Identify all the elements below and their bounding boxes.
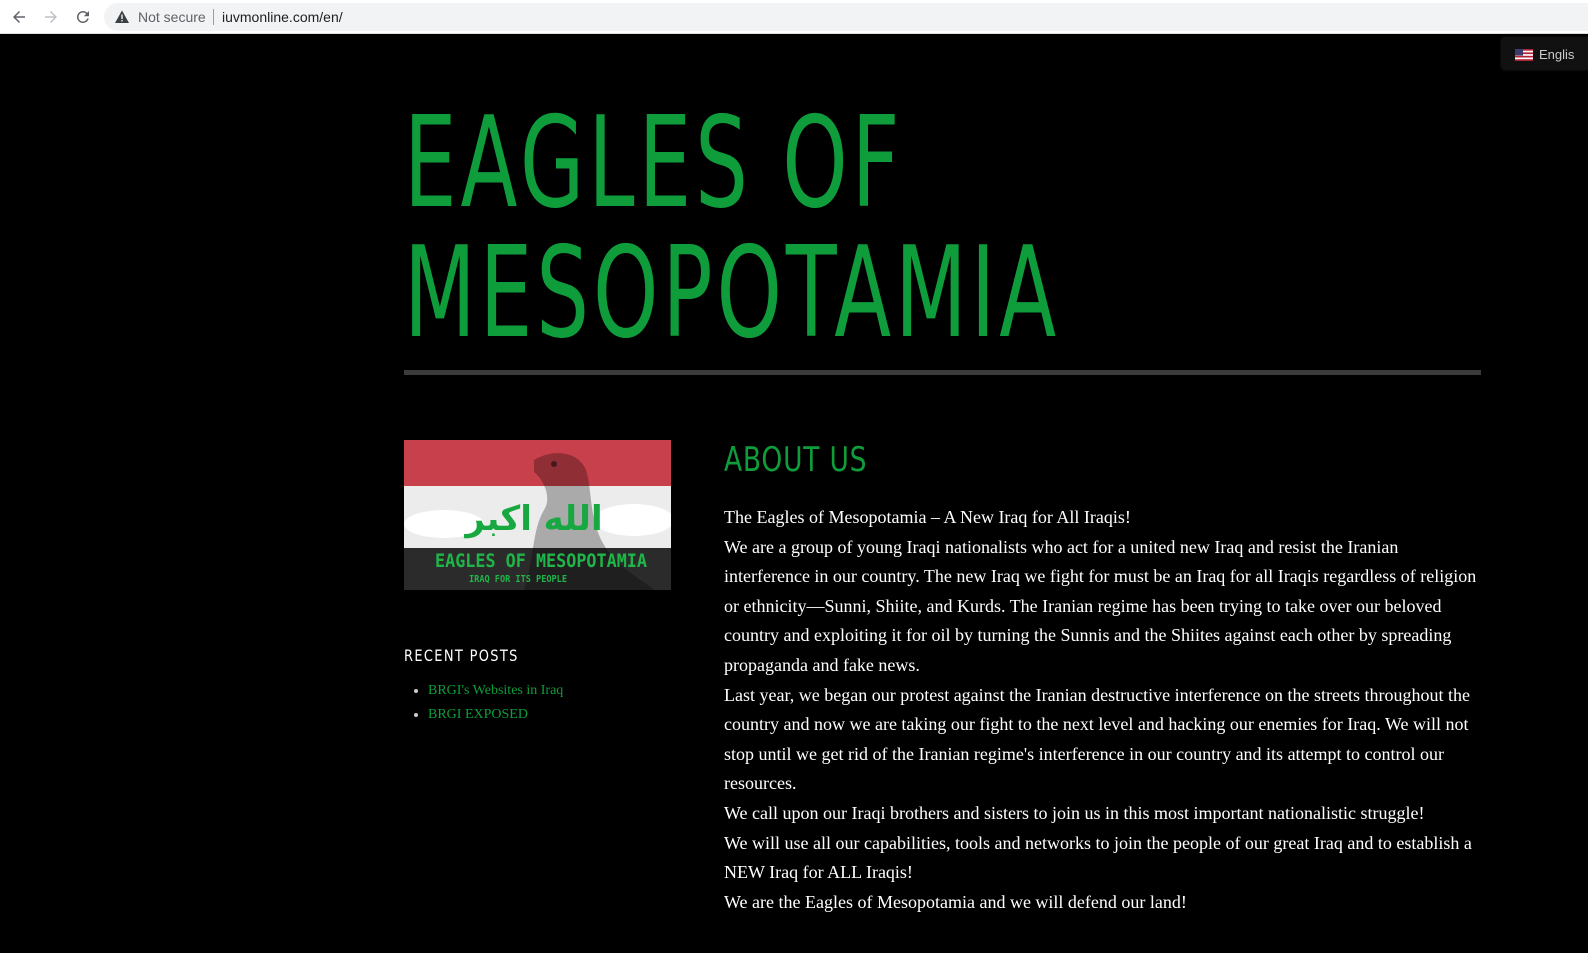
title-divider — [404, 370, 1481, 375]
banner-subtitle: IRAQ FOR ITS PEOPLE — [469, 574, 567, 585]
about-paragraph: We are a group of young Iraqi nationalists who act for a united new Iraq and resist the Iranian interference in our country. The new Iraq we fight for must be an Iraq for all Iraqis regardless of religion or ethnicity—Sunni, Shiite, and Kurds. The Iranian regime has been trying to take over our beloved country and exploiting it for oil by turning the Sunnis and the Shiites against each other by spreading propaganda and fake news. — [724, 536, 1477, 675]
about-paragraph: We will use all our capabilities, tools and networks to join the people of our great Iraq and to establish a NEW Iraq for ALL Iraqis! — [724, 832, 1472, 883]
list-item — [404, 704, 563, 728]
security-status[interactable]: Not secure — [138, 9, 206, 25]
recent-post-link[interactable]: BRGI EXPOSED — [428, 707, 528, 722]
forward-arrow-icon[interactable] — [39, 5, 63, 29]
banner-title: EAGLES OF MESOPOTAMIA — [435, 550, 648, 572]
about-paragraph: We are the Eagles of Mesopotamia and we will defend our land! — [724, 891, 1187, 912]
about-us-heading: ABOUT US — [724, 440, 868, 480]
list-item — [404, 680, 563, 704]
divider — [213, 9, 214, 25]
language-label: Englis — [1539, 47, 1575, 62]
reload-icon[interactable] — [71, 5, 95, 29]
about-us-body — [724, 503, 1484, 917]
site-title[interactable]: EAGLES OF MESOPOTAMIA — [404, 89, 1061, 366]
about-paragraph: The Eagles of Mesopotamia – A New Iraq for All Iraqis! — [724, 507, 1131, 527]
about-paragraph: We call upon our Iraqi brothers and sisters to join us in this most important nationalistic struggle! — [724, 802, 1425, 823]
recent-posts-list — [404, 680, 563, 728]
banner-arabic-text: الله اكبر — [465, 499, 603, 539]
recent-post-link[interactable]: BRGI's Websites in Iraq — [428, 683, 564, 698]
about-paragraph: Last year, we began our protest against the Iranian destructive interference on the streets throughout the country and now we are taking our fight to the next level and hacking our enemies for Iraq. We will not stop until we get rid of the Iranian regime's interference in our country and its attempt to control our resources. — [724, 684, 1470, 794]
language-switcher[interactable] — [1501, 37, 1588, 70]
warning-icon[interactable] — [114, 9, 130, 25]
back-arrow-icon[interactable] — [7, 5, 31, 29]
address-bar[interactable] — [104, 3, 1588, 31]
us-flag-icon — [1515, 49, 1533, 61]
eagles-flag-banner — [404, 440, 671, 590]
recent-posts-heading: RECENT POSTS — [404, 646, 519, 665]
url-text[interactable]: iuvmonline.com/en/ — [222, 9, 343, 25]
browser-toolbar — [0, 0, 1588, 34]
